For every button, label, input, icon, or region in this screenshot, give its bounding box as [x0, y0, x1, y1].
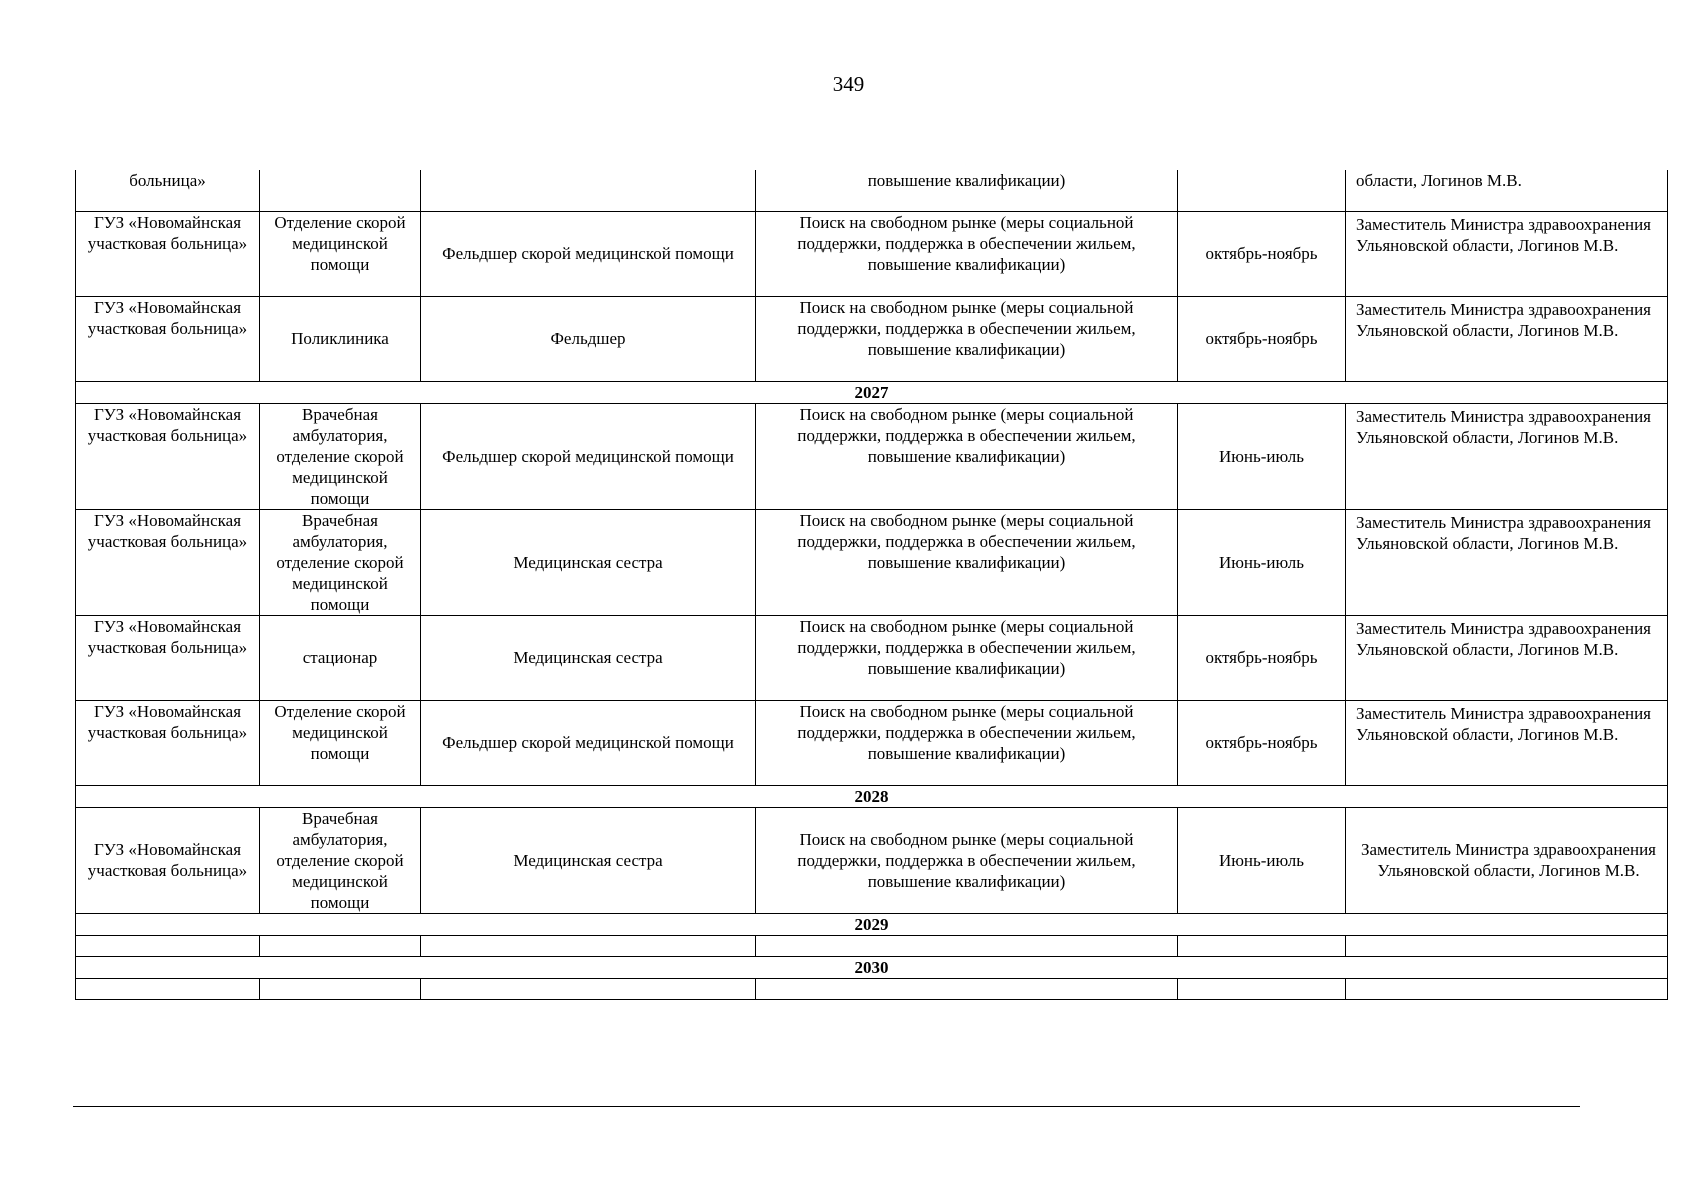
cell-measures: [756, 935, 1178, 956]
year-row-2029: [76, 913, 1668, 935]
cell-period: Июнь-июль: [1178, 509, 1346, 615]
cell-period: октябрь-ноябрь: [1178, 700, 1346, 785]
cell-responsible: [1346, 935, 1668, 956]
table-row-empty: [76, 978, 1668, 999]
cell-position: [421, 935, 756, 956]
cell-position: Фельдшер скорой медицинской помощи: [421, 211, 756, 296]
cell-measures: [756, 978, 1178, 999]
cell-unit: Отделение скорой медицинской помощи: [260, 211, 421, 296]
footer-separator-line: [73, 1106, 1580, 1107]
cell-period: Июнь-июль: [1178, 403, 1346, 509]
cell-position: Медицинская сестра: [421, 807, 756, 913]
cell-responsible: Заместитель Министра здравоохранения Ульяновской области, Логинов М.В.: [1346, 807, 1668, 913]
cell-position: Фельдшер скорой медицинской помощи: [421, 403, 756, 509]
cell-measures: Поиск на свободном рынке (меры социальной поддержки, поддержка в обеспечении жильем, повышение квалификации): [756, 807, 1178, 913]
cell-unit: Врачебная амбулатория, отделение скорой медицинской помощи: [260, 403, 421, 509]
cell-unit: [260, 935, 421, 956]
cell-position: Фельдшер скорой медицинской помощи: [421, 700, 756, 785]
cell-position: [421, 978, 756, 999]
table-row: [76, 700, 1668, 785]
cell-unit: [260, 170, 421, 211]
year-label: 2029: [76, 913, 1668, 935]
cell-responsible: Заместитель Министра здравоохранения Ульяновской области, Логинов М.В.: [1346, 509, 1668, 615]
year-row-2027: [76, 381, 1668, 403]
year-label: 2028: [76, 785, 1668, 807]
cell-org: ГУЗ «Новомайнская участковая больница»: [76, 403, 260, 509]
cell-org: ГУЗ «Новомайнская участковая больница»: [76, 509, 260, 615]
cell-org: ГУЗ «Новомайнская участковая больница»: [76, 700, 260, 785]
cell-responsible: Заместитель Министра здравоохранения Ульяновской области, Логинов М.В.: [1346, 403, 1668, 509]
cell-unit: Врачебная амбулатория, отделение скорой медицинской помощи: [260, 509, 421, 615]
cell-period: Июнь-июль: [1178, 807, 1346, 913]
table-row: [76, 807, 1668, 913]
table-row: [76, 403, 1668, 509]
cell-unit: стационар: [260, 615, 421, 700]
table-row: [76, 211, 1668, 296]
cell-period: октябрь-ноябрь: [1178, 211, 1346, 296]
page-number: 349: [832, 72, 865, 96]
cell-org: ГУЗ «Новомайнская участковая больница»: [76, 807, 260, 913]
cell-org: больница»: [76, 170, 260, 211]
cell-period: [1178, 978, 1346, 999]
cell-org: ГУЗ «Новомайнская участковая больница»: [76, 296, 260, 381]
cell-measures: Поиск на свободном рынке (меры социальной поддержки, поддержка в обеспечении жильем, повышение квалификации): [756, 509, 1178, 615]
staffing-plan-table: [75, 170, 1668, 1000]
cell-org: ГУЗ «Новомайнская участковая больница»: [76, 615, 260, 700]
cell-unit: [260, 978, 421, 999]
table-row-empty: [76, 935, 1668, 956]
cell-measures: Поиск на свободном рынке (меры социальной поддержки, поддержка в обеспечении жильем, повышение квалификации): [756, 296, 1178, 381]
cell-position: Медицинская сестра: [421, 509, 756, 615]
year-row-2028: [76, 785, 1668, 807]
year-label: 2030: [76, 956, 1668, 978]
cell-period: [1178, 935, 1346, 956]
cell-unit: Поликлиника: [260, 296, 421, 381]
cell-measures: Поиск на свободном рынке (меры социальной поддержки, поддержка в обеспечении жильем, повышение квалификации): [756, 615, 1178, 700]
cell-period: октябрь-ноябрь: [1178, 615, 1346, 700]
cell-measures: Поиск на свободном рынке (меры социальной поддержки, поддержка в обеспечении жильем, повышение квалификации): [756, 403, 1178, 509]
table-row: [76, 296, 1668, 381]
cell-responsible: области, Логинов М.В.: [1346, 170, 1668, 211]
cell-position: [421, 170, 756, 211]
cell-unit: Врачебная амбулатория, отделение скорой медицинской помощи: [260, 807, 421, 913]
year-label: 2027: [76, 381, 1668, 403]
cell-responsible: Заместитель Министра здравоохранения Ульяновской области, Логинов М.В.: [1346, 211, 1668, 296]
cell-position: Медицинская сестра: [421, 615, 756, 700]
cell-period: [1178, 170, 1346, 211]
cell-responsible: Заместитель Министра здравоохранения Ульяновской области, Логинов М.В.: [1346, 700, 1668, 785]
cell-measures: Поиск на свободном рынке (меры социальной поддержки, поддержка в обеспечении жильем, повышение квалификации): [756, 700, 1178, 785]
cell-responsible: Заместитель Министра здравоохранения Ульяновской области, Логинов М.В.: [1346, 296, 1668, 381]
cell-unit: Отделение скорой медицинской помощи: [260, 700, 421, 785]
cell-responsible: [1346, 978, 1668, 999]
cell-measures: повышение квалификации): [756, 170, 1178, 211]
cell-position: Фельдшер: [421, 296, 756, 381]
cell-org: [76, 978, 260, 999]
cell-responsible: Заместитель Министра здравоохранения Ульяновской области, Логинов М.В.: [1346, 615, 1668, 700]
table-row-continued: [76, 170, 1668, 211]
table-row: [76, 509, 1668, 615]
cell-period: октябрь-ноябрь: [1178, 296, 1346, 381]
cell-org: ГУЗ «Новомайнская участковая больница»: [76, 211, 260, 296]
cell-measures: Поиск на свободном рынке (меры социальной поддержки, поддержка в обеспечении жильем, повышение квалификации): [756, 211, 1178, 296]
cell-org: [76, 935, 260, 956]
table-row: [76, 615, 1668, 700]
year-row-2030: [76, 956, 1668, 978]
